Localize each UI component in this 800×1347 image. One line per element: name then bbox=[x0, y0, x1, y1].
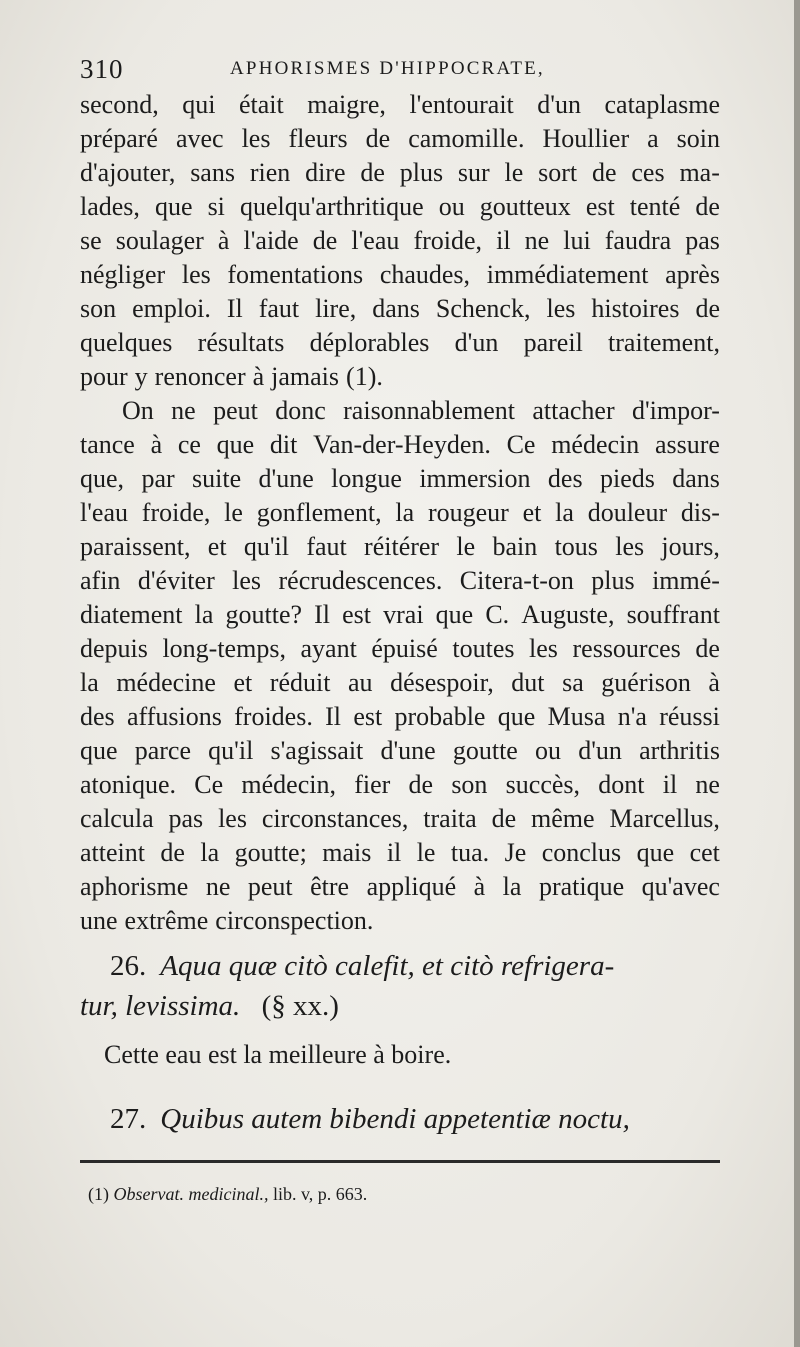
word: Ce bbox=[506, 430, 536, 459]
word: d'une bbox=[258, 464, 314, 493]
word: froide, bbox=[141, 498, 211, 527]
aphorism-26-latin-2: tur, levissima. bbox=[80, 990, 241, 1022]
word: récrudescences. bbox=[278, 566, 443, 595]
word: immé- bbox=[652, 566, 720, 595]
word: pareil bbox=[523, 328, 583, 357]
word: probable bbox=[394, 702, 486, 731]
word: le bbox=[456, 532, 476, 561]
word: à bbox=[252, 362, 265, 391]
word: Marcellus, bbox=[609, 804, 720, 833]
word: aphorisme bbox=[80, 872, 189, 901]
word: rien bbox=[249, 158, 291, 187]
word: le bbox=[504, 158, 524, 187]
word: On bbox=[122, 396, 154, 425]
word: lire, bbox=[315, 294, 357, 323]
word: de bbox=[695, 192, 720, 221]
word: froides. bbox=[234, 702, 313, 731]
footnote bbox=[88, 1184, 367, 1205]
word: parce bbox=[134, 736, 191, 765]
text-line bbox=[80, 530, 720, 564]
word: guérison bbox=[601, 668, 691, 697]
word: le bbox=[224, 498, 243, 527]
word: sa bbox=[562, 668, 584, 697]
word: ayant bbox=[300, 634, 357, 663]
text-line bbox=[80, 632, 720, 666]
word: réduit bbox=[269, 668, 331, 697]
word: arthritis bbox=[639, 736, 720, 765]
word: tenté bbox=[629, 192, 681, 221]
word: jours, bbox=[661, 532, 720, 561]
word: la bbox=[502, 872, 522, 901]
word: d'ajouter, bbox=[80, 158, 176, 187]
word: l'entourait bbox=[409, 90, 514, 119]
word: au bbox=[347, 668, 373, 697]
word: est bbox=[585, 192, 615, 221]
word: donc bbox=[275, 396, 326, 425]
word: il bbox=[386, 838, 402, 867]
word: de bbox=[160, 838, 185, 867]
word: de bbox=[365, 124, 391, 153]
word: maigre, bbox=[307, 90, 386, 119]
word: que bbox=[216, 430, 255, 459]
aphorism-26-reference: (§ xx.) bbox=[261, 990, 339, 1022]
word: l'eau bbox=[80, 498, 128, 527]
word: gonflement, bbox=[256, 498, 382, 527]
word: désespoir, bbox=[390, 668, 494, 697]
word: depuis bbox=[80, 634, 148, 663]
word: négliger bbox=[80, 260, 166, 289]
word: dont bbox=[598, 770, 645, 799]
word: pas bbox=[168, 804, 204, 833]
word: ou bbox=[535, 736, 562, 765]
word: tous bbox=[554, 532, 598, 561]
word: que bbox=[435, 600, 474, 629]
page-edge-shadow bbox=[794, 0, 800, 1347]
footnote-rest: lib. v, p. 663. bbox=[272, 1184, 368, 1204]
word: d'un bbox=[537, 90, 581, 119]
word: immédiatement bbox=[486, 260, 649, 289]
word: n'a bbox=[617, 702, 647, 731]
word: ne bbox=[524, 226, 550, 255]
word: quelqu'arthritique bbox=[239, 192, 424, 221]
word: sort bbox=[538, 158, 578, 187]
word: qu'il bbox=[243, 532, 289, 561]
word: raisonnablement bbox=[343, 396, 515, 425]
word: des bbox=[80, 702, 115, 731]
word: et bbox=[207, 532, 227, 561]
text-line bbox=[80, 326, 720, 360]
word: emploi. bbox=[132, 294, 211, 323]
word: ces bbox=[631, 158, 665, 187]
text-line bbox=[80, 836, 720, 870]
footnote-rule bbox=[80, 1160, 720, 1163]
word: renoncer bbox=[154, 362, 246, 391]
aphorism-26-line-2 bbox=[80, 990, 720, 1026]
word: chaudes, bbox=[379, 260, 471, 289]
word: la bbox=[194, 600, 214, 629]
text-line bbox=[80, 802, 720, 836]
word: lades, bbox=[80, 192, 140, 221]
word: pratique bbox=[538, 872, 625, 901]
word: après bbox=[665, 260, 720, 289]
word: tua. bbox=[450, 838, 490, 867]
word: pas bbox=[685, 226, 720, 255]
word: Il bbox=[325, 702, 342, 731]
word: plus bbox=[399, 158, 444, 187]
word: sans bbox=[190, 158, 235, 187]
word: calcula bbox=[80, 804, 154, 833]
word: est bbox=[353, 702, 383, 731]
word: de bbox=[312, 226, 338, 255]
word: tance bbox=[80, 430, 135, 459]
word: qui bbox=[182, 90, 216, 119]
aphorism-27-number: 27. bbox=[110, 1103, 147, 1135]
footnote-title: Observat. medicinal., bbox=[113, 1184, 269, 1204]
aphorism-26-line-1 bbox=[80, 950, 720, 986]
word: d'un bbox=[578, 736, 622, 765]
word: plus bbox=[591, 566, 635, 595]
word: faut bbox=[306, 532, 347, 561]
word: que bbox=[154, 192, 193, 221]
word: les bbox=[615, 532, 645, 561]
text-line bbox=[80, 462, 720, 496]
word: peut bbox=[247, 872, 293, 901]
word: traita bbox=[423, 804, 477, 833]
word: de bbox=[695, 634, 720, 663]
word: Auguste, bbox=[521, 600, 615, 629]
word: traitement, bbox=[608, 328, 720, 357]
word: dit bbox=[269, 430, 298, 459]
word: à bbox=[217, 226, 230, 255]
word: l'eau bbox=[351, 226, 400, 255]
word: douleur bbox=[587, 498, 668, 527]
word: histoires bbox=[591, 294, 680, 323]
word: atteint bbox=[80, 838, 145, 867]
word: dans bbox=[672, 464, 720, 493]
word: les bbox=[218, 804, 247, 833]
word: cet bbox=[689, 838, 720, 867]
word: froide, bbox=[413, 226, 483, 255]
word: affusions bbox=[126, 702, 222, 731]
word: Schenck, bbox=[435, 294, 531, 323]
word: à bbox=[150, 430, 163, 459]
word: médecin bbox=[551, 430, 640, 459]
word: ne bbox=[171, 396, 196, 425]
word: ce bbox=[177, 430, 201, 459]
word: médecine bbox=[116, 668, 216, 697]
text-line bbox=[80, 496, 720, 530]
word: a bbox=[647, 124, 659, 153]
word: quelques bbox=[80, 328, 173, 357]
word: Musa bbox=[547, 702, 606, 731]
word: atonique. bbox=[80, 770, 177, 799]
paragraph-1 bbox=[80, 88, 720, 394]
word: ne bbox=[205, 872, 231, 901]
aphorism-27-line-1 bbox=[80, 1103, 720, 1136]
text-line bbox=[80, 904, 720, 938]
word: le bbox=[416, 838, 436, 867]
text-line bbox=[80, 564, 720, 598]
word: camomille. bbox=[408, 124, 525, 153]
word: de bbox=[592, 158, 617, 187]
word: diatement bbox=[80, 600, 183, 629]
word: pour bbox=[80, 362, 128, 391]
word: mais bbox=[322, 838, 372, 867]
word: jamais bbox=[271, 362, 340, 391]
word: soulager bbox=[115, 226, 204, 255]
word: toutes bbox=[452, 634, 515, 663]
word: à bbox=[473, 872, 486, 901]
word: les bbox=[181, 260, 211, 289]
word: avec bbox=[175, 124, 224, 153]
text-line bbox=[80, 122, 720, 156]
word: fomentations bbox=[227, 260, 364, 289]
word: goutte; bbox=[234, 838, 307, 867]
text-line bbox=[80, 734, 720, 768]
word: y bbox=[134, 362, 148, 391]
word: immersion bbox=[419, 464, 531, 493]
word: Van-der-Heyden. bbox=[313, 430, 491, 459]
word: les bbox=[529, 634, 558, 663]
aphorism-26-comment: Cette eau est la meilleure à boire. bbox=[104, 1040, 452, 1069]
word: succès, bbox=[505, 770, 581, 799]
word: dis- bbox=[680, 498, 720, 527]
word: Houllier bbox=[542, 124, 630, 153]
word: C. bbox=[485, 600, 510, 629]
word: était bbox=[238, 90, 284, 119]
word: Il bbox=[226, 294, 243, 323]
word: extrême bbox=[124, 906, 209, 935]
word: réitérer bbox=[364, 532, 440, 561]
word: être bbox=[310, 872, 350, 901]
word: long-temps, bbox=[162, 634, 286, 663]
word: longue bbox=[331, 464, 402, 493]
word: son bbox=[451, 770, 488, 799]
word: déplorables bbox=[309, 328, 430, 357]
text-line bbox=[80, 88, 720, 122]
text-line bbox=[80, 156, 720, 190]
word: se bbox=[80, 226, 102, 255]
word: préparé bbox=[80, 124, 158, 153]
word: second, bbox=[80, 90, 159, 119]
word: cataplasme bbox=[604, 90, 720, 119]
word: sur bbox=[457, 158, 490, 187]
text-line bbox=[80, 224, 720, 258]
body-text bbox=[80, 88, 720, 938]
word: la bbox=[555, 498, 574, 527]
word: les bbox=[241, 124, 271, 153]
word: si bbox=[207, 192, 225, 221]
word: bain bbox=[492, 532, 538, 561]
page-header bbox=[80, 48, 720, 88]
word: qu'il bbox=[208, 736, 254, 765]
word: ou bbox=[438, 192, 465, 221]
word: des bbox=[547, 464, 583, 493]
word: goutteux bbox=[479, 192, 571, 221]
word: fleurs bbox=[288, 124, 348, 153]
word: une bbox=[80, 906, 118, 935]
word: soin bbox=[676, 124, 720, 153]
word: et bbox=[233, 668, 253, 697]
word: réussi bbox=[659, 702, 720, 731]
word: que bbox=[80, 736, 118, 765]
text-line bbox=[80, 700, 720, 734]
text-line bbox=[80, 666, 720, 700]
word: la bbox=[395, 498, 415, 527]
word: s'agissait bbox=[270, 736, 364, 765]
aphorism-26 bbox=[80, 950, 720, 1026]
word: les bbox=[546, 294, 576, 323]
text-line bbox=[80, 598, 720, 632]
text-line bbox=[80, 428, 720, 462]
word: souffrant bbox=[626, 600, 720, 629]
word: l'aide bbox=[243, 226, 299, 255]
word: attacher bbox=[532, 396, 615, 425]
text-line bbox=[80, 768, 720, 802]
word: d'éviter bbox=[137, 566, 215, 595]
word: même bbox=[531, 804, 595, 833]
word: assure bbox=[655, 430, 720, 459]
aphorism-26-number: 26. bbox=[110, 950, 147, 982]
word: de bbox=[695, 294, 720, 323]
word: d'impor- bbox=[632, 396, 720, 425]
word: afin bbox=[80, 566, 121, 595]
word: peut bbox=[213, 396, 258, 425]
word: vrai bbox=[383, 600, 424, 629]
word: Ce bbox=[194, 770, 224, 799]
word: la bbox=[200, 838, 220, 867]
word: Je bbox=[504, 838, 527, 867]
word: d'une bbox=[380, 736, 436, 765]
word: circonstances, bbox=[261, 804, 409, 833]
word: par bbox=[141, 464, 175, 493]
text-line bbox=[80, 258, 720, 292]
word: ressources bbox=[572, 634, 681, 663]
word: que bbox=[497, 702, 536, 731]
running-title: APHORISMES D'HIPPOCRATE, bbox=[230, 58, 545, 79]
word: résultats bbox=[197, 328, 285, 357]
text-line bbox=[80, 360, 720, 394]
word: lui bbox=[563, 226, 591, 255]
word: paraissent, bbox=[80, 532, 191, 561]
word: la bbox=[80, 668, 99, 697]
word: appliqué bbox=[366, 872, 457, 901]
word: suite bbox=[192, 464, 242, 493]
footnote-marker: (1) bbox=[88, 1184, 109, 1204]
word: goutte bbox=[452, 736, 518, 765]
aphorism-26-latin-1: Aqua quæ citò calefit, et citò refrigera- bbox=[160, 950, 615, 982]
word: ne bbox=[695, 770, 720, 799]
word: que, bbox=[80, 464, 125, 493]
word: d'un bbox=[454, 328, 499, 357]
aphorism-27 bbox=[80, 1103, 720, 1136]
word: conclus bbox=[541, 838, 622, 867]
word: dans bbox=[372, 294, 420, 323]
word: de bbox=[408, 770, 434, 799]
word: de bbox=[491, 804, 517, 833]
text-line bbox=[80, 292, 720, 326]
word: dut bbox=[511, 668, 545, 697]
word: fier bbox=[354, 770, 391, 799]
text-line bbox=[80, 190, 720, 224]
word: Il bbox=[314, 600, 331, 629]
word: de bbox=[360, 158, 385, 187]
word: faut bbox=[258, 294, 300, 323]
word: est bbox=[342, 600, 372, 629]
page-number: 310 bbox=[80, 54, 124, 84]
word: pieds bbox=[599, 464, 655, 493]
word: dire bbox=[305, 158, 346, 187]
text-line bbox=[80, 394, 720, 428]
word: que bbox=[636, 838, 675, 867]
word: qu'avec bbox=[641, 872, 720, 901]
word: et bbox=[522, 498, 542, 527]
word: épuisé bbox=[371, 634, 438, 663]
aphorism-27-latin: Quibus autem bibendi appetentiæ noctu, bbox=[160, 1103, 630, 1135]
word: goutte? bbox=[225, 600, 303, 629]
word: faudra bbox=[604, 226, 672, 255]
text-line bbox=[80, 870, 720, 904]
word: circonspection. bbox=[215, 906, 374, 935]
word: son bbox=[80, 294, 117, 323]
word: rougeur bbox=[427, 498, 509, 527]
word: médecin, bbox=[241, 770, 336, 799]
word: à bbox=[708, 668, 720, 697]
paragraph-2 bbox=[80, 394, 720, 938]
word: Citera-t-on bbox=[459, 566, 574, 595]
word: (1). bbox=[346, 362, 383, 391]
word: il bbox=[662, 770, 678, 799]
word: il bbox=[496, 226, 511, 255]
word: ma- bbox=[679, 158, 720, 187]
word: les bbox=[232, 566, 262, 595]
